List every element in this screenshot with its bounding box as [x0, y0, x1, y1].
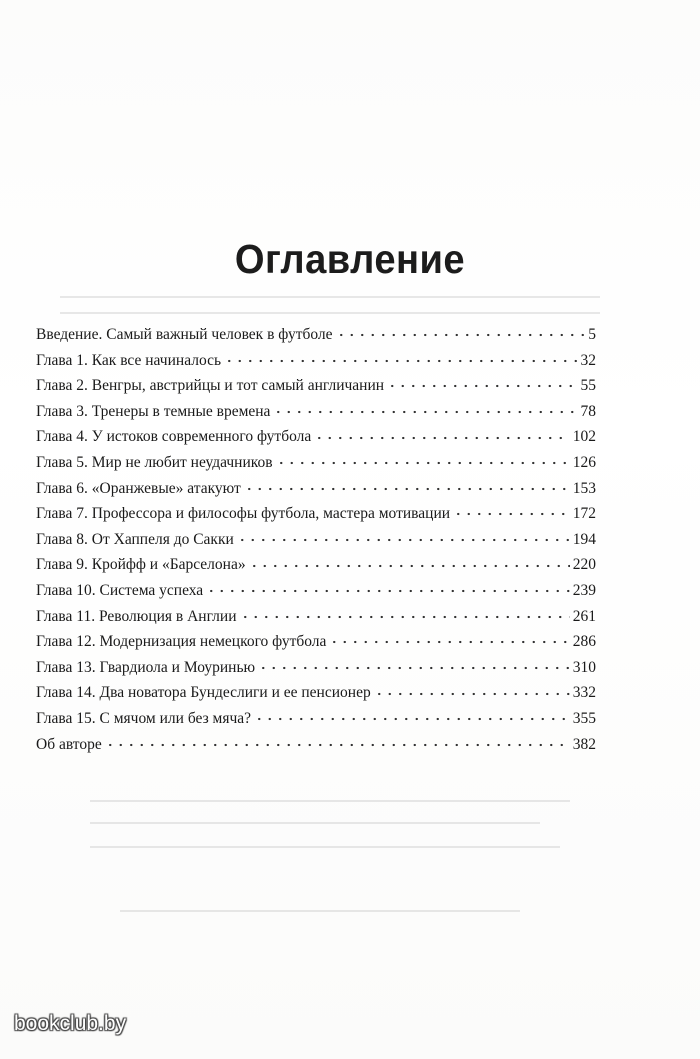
dot-leader — [105, 733, 570, 749]
dot-leader — [258, 656, 570, 672]
toc-entry-page: 102 — [572, 428, 596, 446]
toc-entry[interactable] — [36, 732, 596, 758]
dot-leader — [336, 324, 586, 340]
toc-entry-title: Об авторе — [36, 735, 102, 753]
toc-entry[interactable] — [36, 527, 596, 553]
toc-entry-page: 194 — [572, 530, 596, 548]
toc-entry-title: Глава 8. От Хаппеля до Сакки — [36, 530, 234, 548]
toc-entry[interactable] — [36, 476, 596, 502]
dot-leader — [224, 349, 577, 365]
table-of-contents — [36, 322, 596, 757]
show-through-line — [60, 312, 600, 314]
show-through-line — [120, 910, 520, 912]
toc-entry[interactable] — [36, 655, 596, 681]
toc-entry-title: Глава 1. Как все начиналось — [36, 351, 222, 369]
toc-entry-page: 261 — [572, 607, 596, 625]
toc-entry[interactable] — [36, 450, 596, 476]
watermark-logo: bookclub.by — [14, 1012, 127, 1035]
toc-entry-title: Глава 12. Модернизация немецкого футбола — [36, 633, 327, 651]
toc-entry[interactable] — [36, 552, 596, 578]
dot-leader — [374, 682, 570, 698]
toc-entry-title: Глава 13. Гвардиола и Моуринью — [36, 658, 256, 676]
dot-leader — [206, 579, 570, 595]
toc-entry[interactable] — [36, 322, 596, 348]
toc-entry[interactable] — [36, 604, 596, 630]
toc-entry-title: Глава 2. Венгры, австрийцы и тот самый англичанин — [36, 377, 385, 395]
toc-entry[interactable] — [36, 399, 596, 425]
dot-leader — [237, 528, 570, 544]
dot-leader — [276, 451, 570, 467]
toc-entry[interactable] — [36, 578, 596, 604]
dot-leader — [314, 426, 570, 442]
toc-entry-page: 355 — [572, 709, 596, 727]
toc-entry-title: Глава 14. Два новатора Бундеслиги и ее пенсионер — [36, 684, 371, 702]
toc-entry-page: 172 — [572, 505, 596, 523]
dot-leader — [453, 503, 570, 519]
show-through-line — [60, 296, 600, 298]
toc-entry-title: Глава 4. У истоков современного футбола — [36, 428, 312, 446]
toc-entry[interactable] — [36, 424, 596, 450]
show-through-line — [90, 800, 570, 802]
dot-leader — [273, 400, 577, 416]
dot-leader — [254, 707, 570, 723]
toc-entry-page: 5 — [588, 326, 596, 343]
toc-entry-title: Глава 10. Система успеха — [36, 581, 204, 599]
toc-entry-page: 153 — [572, 479, 596, 497]
toc-entry[interactable] — [36, 629, 596, 655]
toc-entry-title: Глава 3. Тренеры в темные времена — [36, 402, 271, 420]
toc-entry-page: 310 — [572, 658, 596, 676]
dot-leader — [249, 554, 570, 570]
show-through-line — [90, 846, 560, 848]
toc-entry-page: 286 — [572, 633, 596, 651]
toc-entry-page: 239 — [572, 581, 596, 599]
toc-entry[interactable] — [36, 373, 596, 399]
dot-leader — [240, 605, 570, 621]
dot-leader — [244, 477, 570, 493]
toc-entry-title: Глава 7. Профессора и философы футбола, мастера мотивации — [36, 505, 451, 523]
toc-entry-page: 55 — [580, 377, 596, 395]
toc-entry-title: Глава 11. Революция в Англии — [36, 607, 237, 625]
toc-entry-page: 126 — [572, 453, 596, 471]
show-through-line — [90, 822, 540, 824]
toc-entry-page: 32 — [580, 351, 596, 369]
dot-leader — [329, 631, 569, 647]
toc-entry-title: Глава 6. «Оранжевые» атакуют — [36, 479, 241, 497]
page-title: Оглавление — [234, 236, 466, 282]
toc-entry-title: Глава 15. С мячом или без мяча? — [36, 709, 252, 727]
toc-entry-page: 220 — [572, 556, 596, 574]
toc-entry[interactable] — [36, 348, 596, 374]
toc-entry-title: Глава 5. Мир не любит неудачников — [36, 453, 273, 471]
toc-entry-page: 382 — [572, 735, 596, 753]
toc-entry-title: Глава 9. Кройфф и «Барселона» — [36, 556, 246, 574]
toc-entry-title: Введение. Самый важный человек в футболе — [36, 326, 333, 343]
dot-leader — [387, 375, 577, 391]
toc-entry[interactable] — [36, 501, 596, 527]
toc-entry[interactable] — [36, 706, 596, 732]
toc-entry[interactable] — [36, 680, 596, 706]
toc-entry-page: 332 — [572, 684, 596, 702]
toc-entry-page: 78 — [580, 402, 596, 420]
